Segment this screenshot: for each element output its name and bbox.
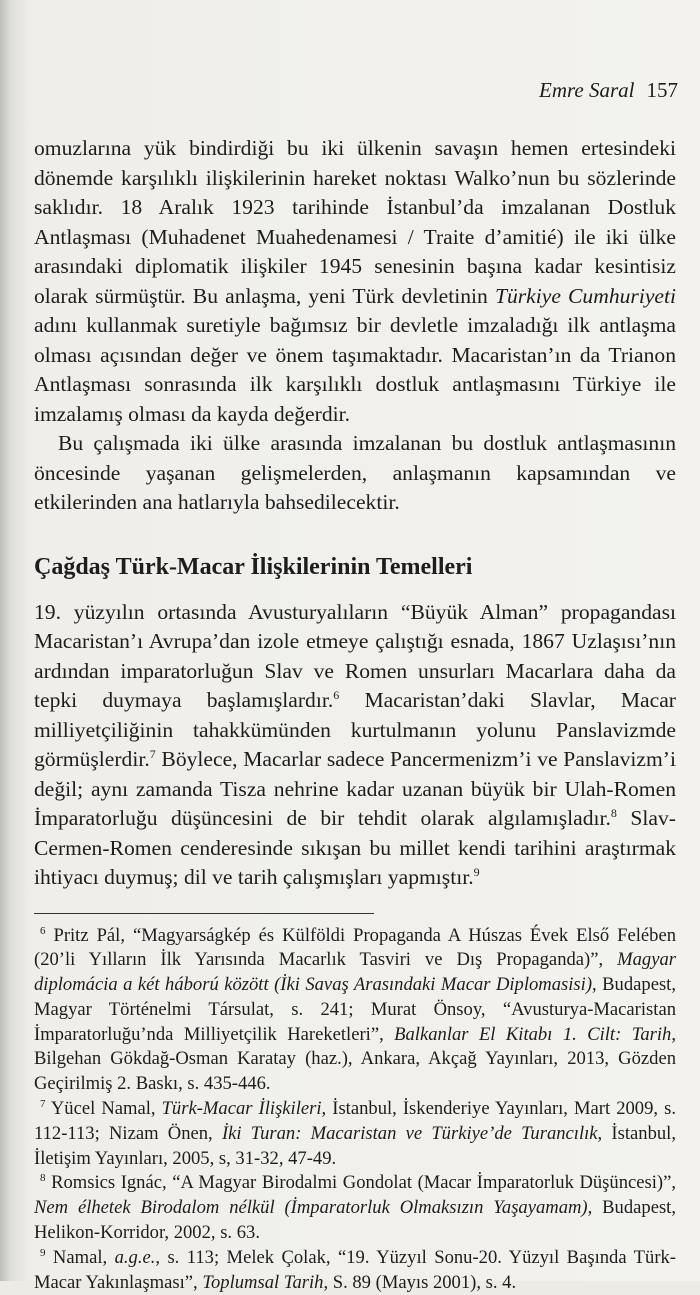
text-run: Romsics Ignác, “A Magyar Birodalmi Gondolat (Macar İmparatorluk Düşüncesi)”, bbox=[45, 1172, 676, 1194]
paragraph-3 bbox=[34, 598, 676, 893]
text-run: , Budapest, Magyar Történelmi Társulat, s. 241; Murat Önsoy, “Avusturya-Macaristan İmparatorluğu’nda Milliyetçilik Hareketleri”, bbox=[34, 974, 676, 1045]
text-run: Slav-Cermen-Romen cenderesinde sıkışan bu millet kendi tarihini araştırmak ihtiyacı duymuş; dil ve tarih çalışmışları yapmıştır. bbox=[34, 806, 677, 889]
footnote-number: 6 bbox=[40, 924, 46, 937]
text-run: Namal, bbox=[45, 1246, 115, 1268]
text-run: , Budapest, Helikon-Korridor, 2002, s. 63. bbox=[34, 1197, 676, 1244]
footnote-number: 9 bbox=[40, 1246, 46, 1259]
paragraph-2: Bu çalışmada iki ülke arasında imzalanan bu dostluk antlaşmasının öncesinde yaşanan gelişmelerden, anlaşmanın kapsamından ve etkilerinden ana hatlarıyla bahsedilecektir. bbox=[34, 431, 676, 514]
italic-run: İki Turan: Macaristan ve Türkiye’de Turancılık bbox=[221, 1122, 598, 1144]
text-run: , İstanbul, İletişim Yayınları, 2005, s, 31-32, 47-49. bbox=[34, 1122, 676, 1169]
footnote-number: 8 bbox=[40, 1172, 46, 1185]
footnote-ref[interactable]: 9 bbox=[473, 864, 480, 879]
text-run: , s. 113; Melek Çolak, “19. Yüzyıl Sonu-20. Yüzyıl Başında Türk-Macar Yakınlaşması”, bbox=[34, 1246, 677, 1293]
footnote-divider bbox=[34, 913, 374, 914]
header-author: Emre Saral bbox=[539, 78, 635, 102]
text-run: adını kullanmak suretiyle bağımsız bir devletle imzaladığı ilk antlaşma olması açısından değer ve önem taşımaktadır. Macaristan’ın da Trianon Antlaşması sonrasında ilk karşılıklı dostluk antlaşmasını Türkiye ile imzalamış olması da kayda değerdir. bbox=[34, 313, 676, 426]
footnote-8 bbox=[34, 1171, 676, 1245]
footnote-6 bbox=[34, 924, 676, 1098]
section-heading: Çağdaş Türk-Macar İlişkilerinin Temelleri bbox=[34, 553, 473, 580]
italic-run: Nem élhetek Birodalom nélkül (İmparatorluk Olmaksızın Yaşayamam) bbox=[34, 1197, 588, 1219]
text-run: , S. 89 (Mayıs 2001), s. 4. bbox=[323, 1271, 517, 1293]
italic-run: Magyar diplomácia a két háború között (İki Savaş Arasındaki Macar Diplomasisi) bbox=[34, 949, 676, 996]
running-header bbox=[539, 78, 678, 103]
page-number: 157 bbox=[646, 78, 678, 102]
footnote-ref[interactable]: 7 bbox=[149, 746, 156, 761]
text-run: , İstanbul, İskenderiye Yayınları, Mart 2009, s. 112-113; Nizam Önen, bbox=[34, 1098, 676, 1144]
footnote-9 bbox=[34, 1246, 676, 1295]
text-run: Macaristan’daki Slavlar, Macar milliyetçiliğinin tahakkümünden kurtulmanın yolunu Panslavizmde görmüşlerdir. bbox=[34, 688, 676, 771]
page-content bbox=[34, 134, 676, 1295]
text-run: Pritz Pál, “Magyarságkép és Külföldi Propaganda A Húszas Évek Első Felében (20’li Yılların İlk Yarısında Macarlık Tasviri ve Dış Propaganda)”, bbox=[34, 924, 676, 971]
text-run: Böylece, Macarlar sadece Pancermenizm’i ve Panslavizm’i değil; aynı zamanda Tisza nehrine kadar uzanan büyük bir Ulah-Romen İmparatorluğu düşüncesini de bir tehdit olarak algılamışladır. bbox=[34, 747, 676, 830]
text-run: omuzlarına yük bindirdiği bu iki ülkenin savaşın hemen ertesindeki dönemde karşılıklı ilişkilerinin hareket noktası Walko’nun bu sözlerinde saklıdır. 18 Aralık 1923 tarihinde İstanbul’da imzalanan Dostluk Antlaşması (Muhadenet Muahedenamesi / Traite d’amitié) ile iki ülke arasındaki diplomatik ilişkiler 1945 senesinin başına kadar kesintisiz olarak sürmüştür. Bu anlaşma, yeni Türk devletinin bbox=[34, 136, 676, 308]
footnote-ref[interactable]: 8 bbox=[610, 805, 617, 820]
text-run: 19. yüzyılın ortasında Avusturyalıların “Büyük Alman” propagandası Macaristan’ı Avrupa’dan izole etmeye çalıştığı esnada, 1867 Uzlaşısı’nın ardından imparatorluğun Slav ve Romen unsurları Macarlara daha da tepki duymaya başlamışlardır. bbox=[34, 599, 676, 712]
paragraph-1 bbox=[34, 134, 676, 429]
italic-run: a.g.e. bbox=[114, 1246, 156, 1268]
text-run: Yücel Namal, bbox=[45, 1098, 162, 1120]
footnote-number: 7 bbox=[40, 1097, 46, 1110]
footnote-7 bbox=[34, 1097, 676, 1171]
italic-run: Balkanlar El Kitabı 1. Cilt: Tarih bbox=[394, 1023, 672, 1045]
footnote-ref[interactable]: 6 bbox=[333, 687, 340, 702]
italic-run: Türkiye Cumhuriyeti bbox=[494, 283, 676, 308]
text-run: , Bilgehan Gökdağ-Osman Karatay (haz.), Ankara, Akçağ Yayınları, 2013, Gözden Geçirilmiş 2. Baskı, s. 435-446. bbox=[34, 1023, 676, 1095]
italic-run: Toplumsal Tarih bbox=[202, 1271, 324, 1293]
italic-run: Türk-Macar İlişkileri bbox=[161, 1098, 322, 1120]
